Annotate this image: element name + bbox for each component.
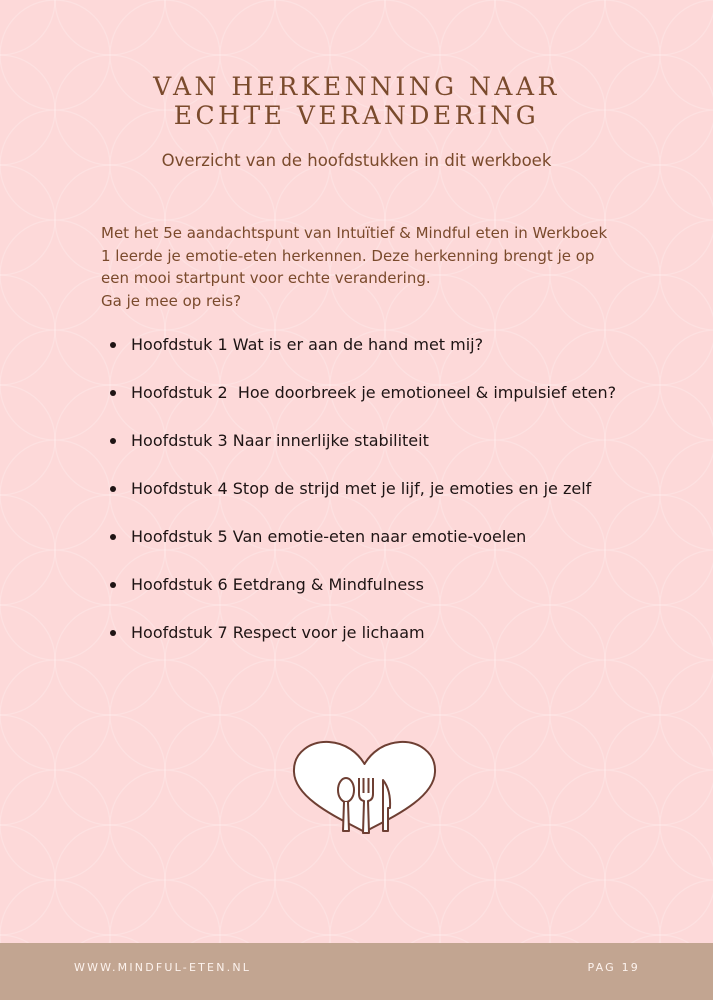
chapter-item-1: Hoofdstuk 1 Wat is er aan de hand met mij? [101, 333, 681, 381]
footer-band [0, 943, 713, 1000]
intro-line-4: Ga je mee op reis? [101, 291, 242, 310]
title-line-2: ECHTE VERANDERING [173, 101, 540, 130]
heart-cutlery-icon [291, 740, 438, 834]
page-number: PAG 19 [587, 961, 640, 974]
chapter-item-4: Hoofdstuk 4 Stop de strijd met je lijf, je emoties en je zelf [101, 477, 681, 525]
chapter-item-6: Hoofdstuk 6 Eetdrang & Mindfulness [101, 573, 681, 621]
footer-website: WWW.MINDFUL-ETEN.NL [74, 961, 252, 974]
title-line-1: VAN HERKENNING NAAR [153, 72, 560, 101]
page-subtitle: Overzicht van de hoofdstukken in dit werkboek [161, 151, 552, 170]
chapter-item-2: Hoofdstuk 2 Hoe doorbreek je emotioneel & impulsief eten? [101, 381, 681, 429]
page-title [0, 72, 713, 130]
chapter-item-5: Hoofdstuk 5 Van emotie-eten naar emotie-voelen [101, 525, 681, 573]
chapter-item-7: Hoofdstuk 7 Respect voor je lichaam [101, 621, 681, 669]
intro-paragraph [101, 222, 641, 312]
intro-line-1: Met het 5e aandachtspunt van Intuïtief & Mindful eten in Werkboek [101, 224, 608, 242]
chapter-list [101, 333, 681, 669]
chapter-item-3: Hoofdstuk 3 Naar innerlijke stabiliteit [101, 429, 681, 477]
intro-line-2: 1 leerde je emotie-eten herkennen. Deze herkenning brengt je op [101, 246, 595, 265]
intro-line-3: een mooi startpunt voor echte verandering. [101, 269, 431, 287]
